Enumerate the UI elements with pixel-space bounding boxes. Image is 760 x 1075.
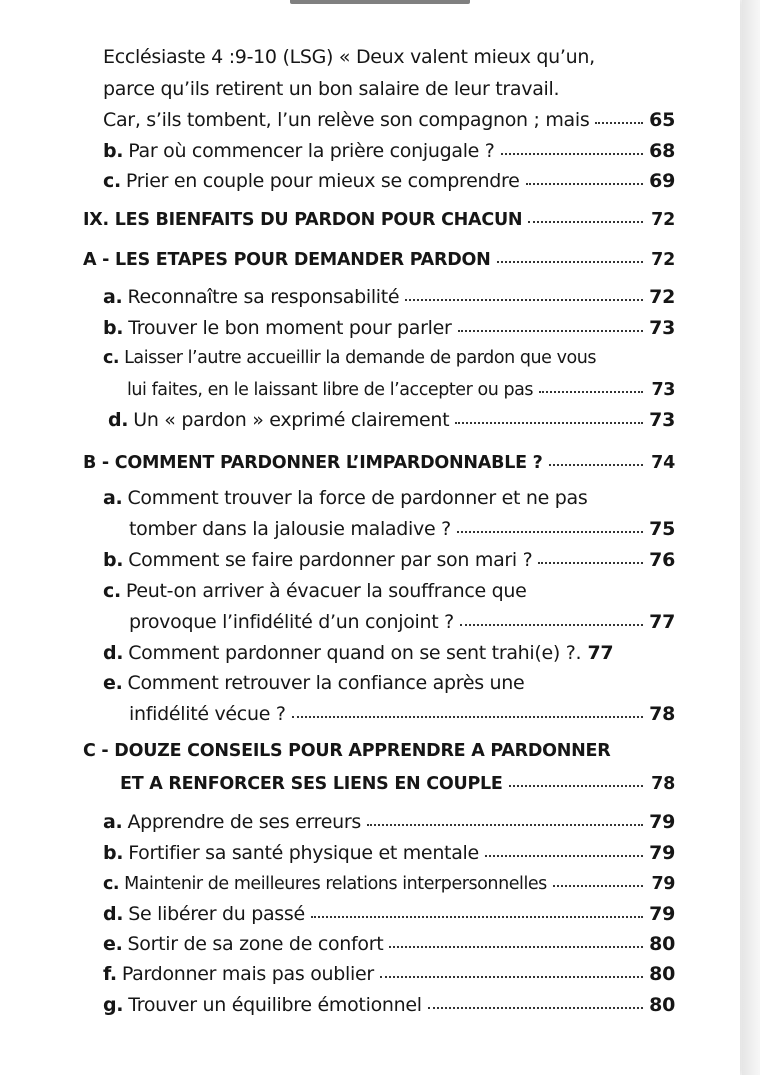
entry-text: Trouver le bon moment pour parler	[128, 317, 452, 339]
toc-entry[interactable]	[103, 811, 675, 833]
entry-letter: a.	[103, 811, 123, 833]
entry-text-continued: infidélité vécue ?	[129, 703, 286, 725]
entry-letter: c.	[103, 874, 120, 894]
section-title-continued: ET A RENFORCER SES LIENS EN COUPLE	[120, 774, 503, 794]
intro-text-2: parce qu’ils retirent un bon salaire de leur travail.	[103, 78, 560, 100]
dot-leader	[455, 408, 643, 424]
toc-entry[interactable]	[103, 873, 675, 894]
entry-text: Peut-on arriver à évacuer la souffrance que	[125, 580, 527, 602]
toc-entry-multiline[interactable]	[103, 487, 587, 509]
toc-entry-continuation[interactable]	[129, 518, 675, 540]
dot-leader	[549, 450, 643, 466]
page-number: 80	[649, 963, 675, 985]
entry-text: Prier en couple pour mieux se comprendre	[125, 170, 520, 192]
toc-section-heading[interactable]	[83, 249, 675, 270]
dot-leader	[538, 548, 643, 564]
toc-entry[interactable]	[103, 842, 675, 864]
entry-letter: f.	[103, 963, 117, 985]
page-number: 65	[649, 109, 675, 131]
page-number: 73	[651, 380, 675, 400]
entry-text-continued: provoque l’infidélité d’un conjoint ?	[129, 611, 454, 633]
entry-letter: e.	[103, 672, 123, 694]
page-number: 72	[651, 210, 675, 230]
entry-text: Par où commencer la prière conjugale ?	[128, 140, 495, 162]
toc-entry-continuation[interactable]	[127, 379, 675, 400]
dot-leader	[485, 841, 643, 857]
page-number: 68	[649, 140, 675, 162]
entry-text: Un « pardon » exprimé clairement	[133, 409, 450, 431]
entry-letter: d.	[103, 642, 124, 664]
dot-leader	[526, 169, 643, 185]
dot-leader	[501, 139, 643, 155]
entry-text: Car, s’ils tombent, l’un relève son compagnon ; mais	[103, 109, 590, 131]
page-number: 78	[651, 774, 675, 794]
toc-section-heading-continuation[interactable]	[120, 773, 675, 794]
entry-text: Laisser l’autre accueillir la demande de pardon que vous	[124, 348, 597, 368]
entry-letter: d.	[108, 409, 129, 431]
entry-letter: b.	[103, 549, 124, 571]
page-number: 73	[649, 317, 675, 339]
toc-entry-multiline[interactable]	[103, 672, 524, 694]
entry-letter: a.	[103, 286, 123, 308]
page-number: 75	[649, 518, 675, 540]
page-number: 72	[651, 250, 675, 270]
dot-leader	[528, 207, 643, 223]
top-cropped-text	[290, 0, 470, 4]
toc-entry[interactable]	[103, 109, 675, 131]
page-number: 72	[649, 286, 675, 308]
toc-entry-multiline[interactable]	[103, 348, 596, 368]
page-number: 79	[649, 842, 675, 864]
toc-intro-line-1	[103, 46, 595, 68]
toc-entry[interactable]	[103, 933, 675, 955]
section-title: B - COMMENT PARDONNER L’IMPARDONNABLE ?	[83, 453, 543, 473]
toc-entry-continuation[interactable]	[129, 703, 675, 725]
page-number: 69	[649, 170, 675, 192]
toc-chapter-heading[interactable]	[83, 209, 675, 230]
dot-leader	[311, 902, 643, 918]
entry-letter: b.	[103, 842, 124, 864]
toc-entry[interactable]	[103, 140, 675, 162]
toc-intro-line-2	[103, 78, 559, 100]
toc-entry[interactable]	[103, 963, 675, 985]
dot-leader	[595, 108, 643, 124]
page-number: 79	[651, 874, 675, 894]
entry-text: Sortir de sa zone de confort	[127, 933, 384, 955]
toc-entry[interactable]	[103, 549, 675, 571]
entry-letter: b.	[103, 140, 124, 162]
entry-text: Maintenir de meilleures relations interpersonnelles	[124, 874, 547, 894]
entry-letter: c.	[103, 170, 121, 192]
dot-leader	[509, 771, 643, 787]
entry-text: Pardonner mais pas oublier	[121, 963, 374, 985]
entry-letter: b.	[103, 317, 124, 339]
toc-entry-multiline[interactable]	[103, 580, 527, 602]
entry-letter: e.	[103, 933, 123, 955]
dot-leader	[405, 285, 643, 301]
page-number: 80	[649, 994, 675, 1016]
dot-leader	[428, 993, 643, 1009]
entry-text: Comment retrouver la confiance après une	[127, 672, 525, 694]
dot-leader	[380, 962, 643, 978]
toc-entry[interactable]	[103, 170, 675, 192]
page-number: 74	[651, 453, 675, 473]
entry-text-continued: lui faites, en le laissant libre de l’accepter ou pas	[127, 380, 534, 400]
toc-entry[interactable]	[103, 286, 675, 308]
page-number: 77	[649, 611, 675, 633]
page-number: 73	[649, 409, 675, 431]
entry-text: Fortifier sa santé physique et mentale	[128, 842, 479, 864]
page-number: 80	[649, 933, 675, 955]
page-number: 78	[649, 703, 675, 725]
dot-leader	[389, 932, 643, 948]
entry-text: Apprendre de ses erreurs	[127, 811, 362, 833]
dot-leader	[460, 610, 643, 626]
entry-text: Comment trouver la force de pardonner et ne pas	[127, 487, 588, 509]
toc-section-heading[interactable]	[83, 741, 610, 761]
entry-letter: g.	[103, 994, 124, 1016]
dot-leader	[367, 810, 643, 826]
page-edge	[742, 0, 760, 1075]
toc-entry[interactable]	[103, 994, 675, 1016]
entry-text: Se libérer du passé	[128, 903, 305, 925]
page-number: 79	[649, 903, 675, 925]
chapter-title: IX. LES BIENFAITS DU PARDON POUR CHACUN	[83, 210, 523, 230]
dot-leader	[497, 247, 644, 263]
toc-entry[interactable]	[103, 903, 675, 925]
toc-entry[interactable]	[103, 317, 675, 339]
page-number: 77	[587, 642, 614, 664]
toc-entry[interactable]	[103, 642, 675, 664]
toc-entry[interactable]	[108, 409, 675, 431]
dot-leader	[539, 377, 643, 393]
intro-text-1: Ecclésiaste 4 :9-10 (LSG) « Deux valent mieux qu’un,	[103, 46, 595, 68]
entry-text: Comment se faire pardonner par son mari ?	[128, 549, 533, 571]
section-title: C - DOUZE CONSEILS POUR APPRENDRE A PARDONNER	[83, 741, 611, 761]
dot-leader	[457, 517, 643, 533]
entry-text: Trouver un équilibre émotionnel	[128, 994, 422, 1016]
entry-text-continued: tomber dans la jalousie maladive ?	[129, 518, 451, 540]
entry-text: Comment pardonner quand on se sent trahi(e) ?.	[128, 642, 582, 664]
toc-entry-continuation[interactable]	[129, 611, 675, 633]
entry-letter: a.	[103, 487, 123, 509]
entry-letter: d.	[103, 903, 124, 925]
dot-leader	[292, 702, 643, 718]
section-title: A - LES ETAPES POUR DEMANDER PARDON	[83, 250, 491, 270]
entry-text: Reconnaître sa responsabilité	[127, 286, 400, 308]
dot-leader	[458, 316, 644, 332]
entry-letter: c.	[103, 580, 121, 602]
page-number: 79	[649, 811, 675, 833]
toc-section-heading[interactable]	[83, 452, 675, 473]
dot-leader	[553, 871, 643, 887]
entry-letter: c.	[103, 348, 120, 368]
page-number: 76	[649, 549, 675, 571]
